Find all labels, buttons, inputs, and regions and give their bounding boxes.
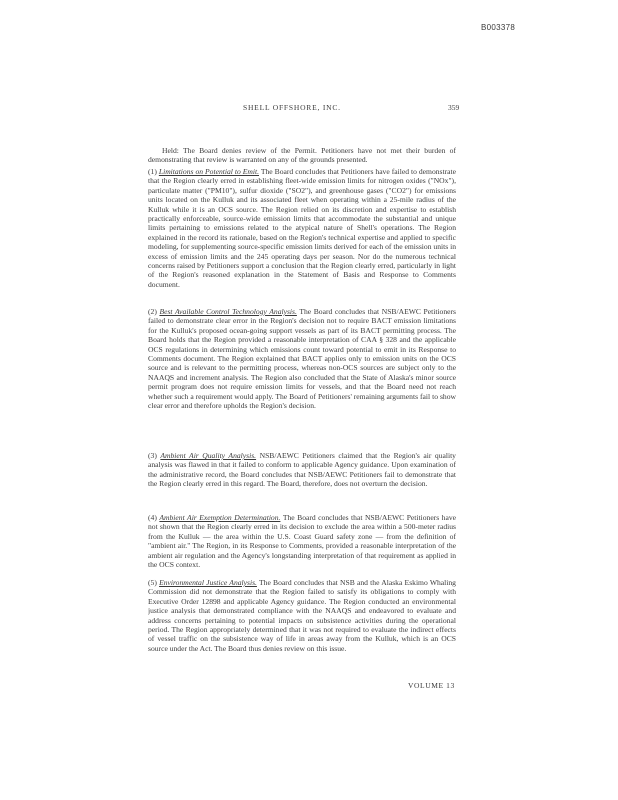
page-number: 359 (448, 103, 460, 112)
paragraph-heading: Ambient Air Quality Analysis. (160, 451, 257, 460)
paragraph-text: NSB/AEWC Petitioners claimed that the Region's air quality analysis was flawed in that it failed to conform to applicable Agency guidance. Upon examination of the administrative record, the Board concludes that NSB/AEWC Petitioners fail to demonstrate that the Region clearly erred in this regard. The Board, therefore, does not overturn the decision. (148, 451, 456, 489)
paragraph-number: (2) (148, 307, 157, 316)
paragraph-number: (1) (148, 167, 157, 176)
held-label: Held: (162, 146, 179, 155)
holding-paragraph-4 (148, 513, 456, 570)
paragraph-number: (5) (148, 578, 157, 587)
bates-number: B003378 (481, 23, 516, 32)
holding-paragraph-1 (148, 167, 456, 299)
paragraph-number: (4) (148, 513, 157, 522)
held-text: The Board denies review of the Permit. Petitioners have not met their burden of demonstrating that review is warranted on any of the grounds presented. (148, 146, 456, 165)
holding-paragraph-5 (148, 578, 456, 654)
paragraph-text: The Board concludes that NSB/AEWC Petitioners have not shown that the Region clearly erred in its decision to exclude the area within a 500-meter radius from the Kulluk — the area within the U.S. Coast Guard safety zone — from the definition of "ambient air." The Region, in its Response to Comments, provided a reasonable interpretation of the ambient air regulation and the Agency's longstanding interpretation of that requirement as applied in the OCS context. (148, 513, 456, 570)
paragraph-heading: Environmental Justice Analysis. (159, 578, 257, 587)
volume-footer: VOLUME 13 (408, 681, 455, 690)
paragraph-heading: Ambient Air Exemption Determination. (159, 513, 281, 522)
paragraph-text: The Board concludes that NSB/AEWC Petitioners failed to demonstrate clear error in the Region's decision not to require BACT emission limitations for the Kulluk's proposed ocean-going support vessels as part of its BACT permitting process. The Board holds that the Region provided a reasonable interpretation of CAA § 328 and the applicable OCS regulations in determining which emissions count toward potential to emit in its Response to Comments document. The Region explained that BACT applies only to emission units on the OCS source and is relevant to the permitting process, whereas non-OCS sources are subject only to the NAAQS and increment analysis. The Region also concluded that the State of Alaska's minor source permit program does not require emission limits for vessels, and that the Board need not reach whether such a requirement would apply. The Board of Petitioners' remaining arguments fail to show clear error and therefore upholds the Region's decision. (148, 307, 456, 411)
paragraph-text: The Board concludes that Petitioners have failed to demonstrate that the Region clearly erred in establishing fleet-wide emission limits for nitrogen oxides ("NOx"), particulate matter ("PM10"), sulfur dioxide ("SO2"), and greenhouse gases ("CO2") for emissions units located on the Kulluk and its associated fleet when operating within a 25-mile radius of the Kulluk while it is an OCS source. The Region relied on its discretion and expertise to establish practically enforceable, source-wide emission limits that accommodate the substantial and unique limits pertaining to emissions related to the atypical nature of Shell's operations. The Region explained in the record its rationale, based on the Region's technical expertise and applied to specific modeling, for supplementing source-specific emission limits derived for each of the emission units in excess of emission limits and the 245 operating days per season. Nor do the numerous technical concerns raised by Petitioners support a conclusion that the Region clearly erred, particularly in light of the Region's reasoned explanation in the Statement of Basis and Response to Comments document. (148, 167, 456, 289)
paragraph-heading: Best Available Control Technology Analysis. (159, 307, 297, 316)
holding-paragraph-3 (148, 451, 456, 499)
paragraph-text: The Board concludes that NSB and the Alaska Eskimo Whaling Commission did not demonstrate that the Region failed to satisfy its obligations to comply with Executive Order 12898 and applicable Agency guidance. The Region conducted an environmental justice analysis that demonstrated compliance with the NAAQS and endeavored to evaluate and address concerns pertaining to potential impacts on subsistence activities during the operational period. The Region appropriately determined that it was not required to evaluate the indirect effects of vessel traffic on the subsistence way of life in areas away from the Kulluk, which is an OCS source under the Act. The Board thus denies review on this issue. (148, 578, 456, 653)
running-head: SHELL OFFSHORE, INC. (243, 103, 341, 112)
paragraph-heading: Limitations on Potential to Emit. (158, 167, 259, 176)
paragraph-number: (3) (148, 451, 157, 460)
holding-paragraph-2 (148, 307, 456, 439)
held-paragraph (148, 146, 456, 166)
